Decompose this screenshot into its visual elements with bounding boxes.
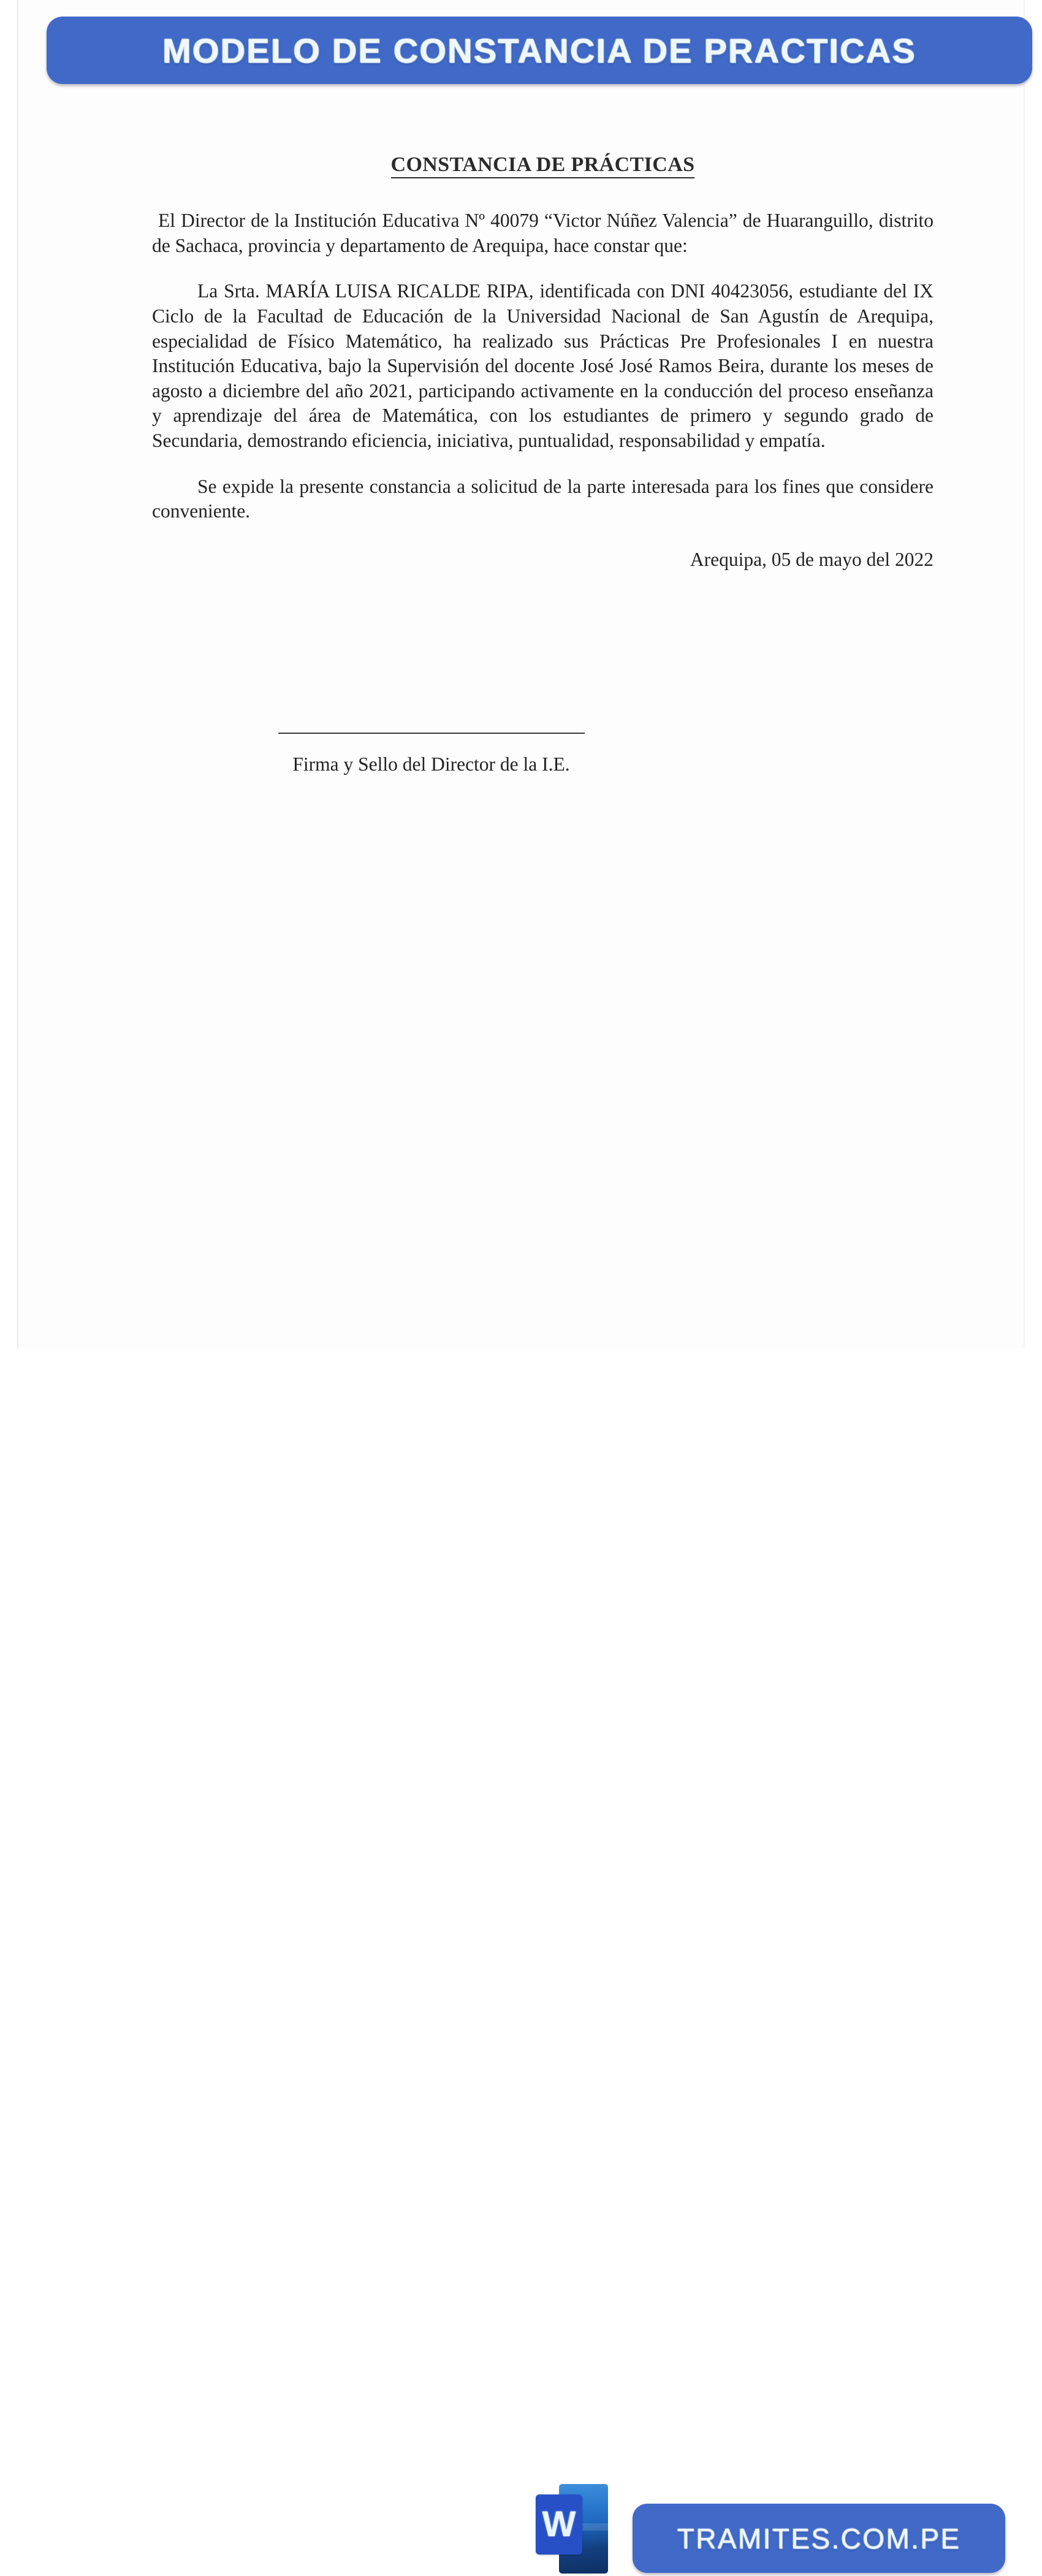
word-letter-glyph: W [542, 2504, 576, 2544]
word-letter-badge [536, 2494, 582, 2555]
document-title-text: CONSTANCIA DE PRÁCTICAS [391, 153, 695, 178]
signature-caption: Firma y Sello del Director de la I.E. [292, 753, 570, 775]
site-badge-label: TRAMITES.COM.PE [677, 2522, 961, 2555]
header-banner-title: MODELO DE CONSTANCIA DE PRACTICAS [162, 31, 916, 70]
microsoft-word-icon [536, 2484, 608, 2576]
document-content [152, 153, 934, 573]
paragraph-body: La Srta. MARÍA LUISA RICALDE RIPA, identificada con DNI 40423056, estudiante del IX Ciclo de la Facultad de Educación de la Universidad Nacional de San Agustín de Arequipa, especialidad de Físico Matemático, ha realizado sus Prácticas Pre Profesionales I en nuestra Institución Educativa, bajo la Supervisión del docente José José Ramos Beira, durante los meses de agosto a diciembre del año 2021, participando activamente en la conducción del proceso enseñanza y aprendizaje del área de Matemática, con los estudiantes de primero y segundo grado de Secundaria, demostrando eficiencia, iniciativa, puntualidad, responsabilidad y empatía. [152, 280, 934, 451]
paragraph-intro: El Director de la Institución Educativa Nº 40079 “Victor Núñez Valencia” de Huaranguillo, distrito de Sachaca, provincia y departamento de Arequipa, hace constar que: [152, 210, 934, 256]
document-title [152, 153, 934, 177]
closing-date: Arequipa, 05 de mayo del 2022 [690, 548, 934, 570]
paragraph-closing: Se expide la presente constancia a solicitud de la parte interesada para los fines que considere conveniente. [152, 475, 934, 522]
footer-zone [0, 1242, 1042, 2555]
signature-block [152, 733, 934, 775]
site-badge[interactable] [633, 2504, 1005, 2573]
signature-line [278, 733, 585, 734]
document-page [17, 0, 1025, 1349]
header-banner [47, 17, 1032, 84]
